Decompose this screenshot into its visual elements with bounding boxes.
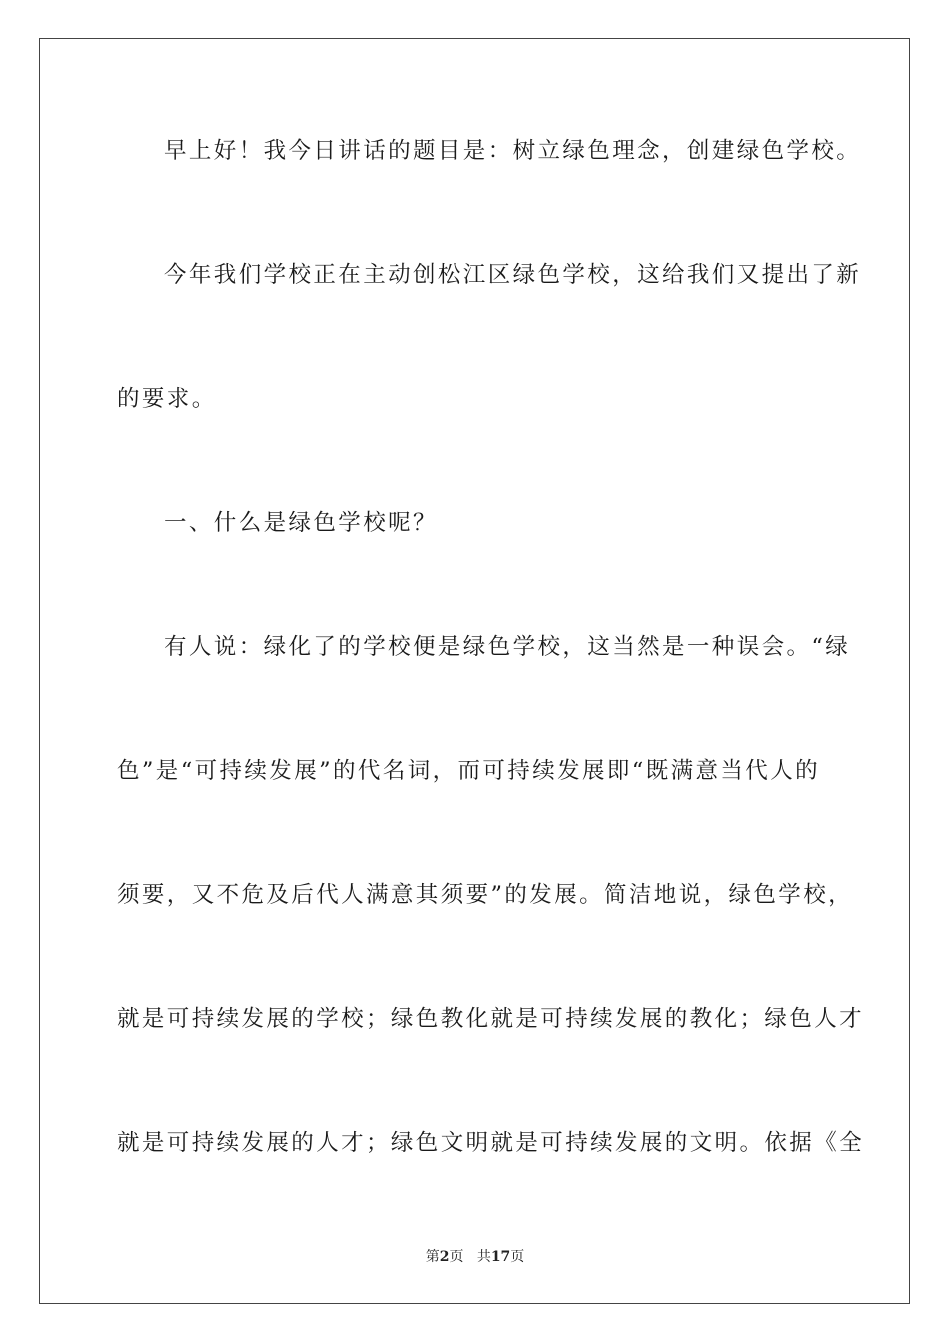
paragraph-line-6: 色”是“可持续发展”的代名词，而可持续发展即“既满意当代人的	[117, 758, 821, 784]
page-footer	[0, 1246, 950, 1266]
document-body	[117, 131, 865, 1247]
page-suffix: 页	[449, 1249, 464, 1265]
total-suffix: 页	[510, 1249, 525, 1265]
paragraph-line-8: 就是可持续发展的学校；绿色教化就是可持续发展的教化；绿色人才	[117, 1006, 865, 1032]
paragraph-line-1: 早上好！我今日讲话的题目是：树立绿色理念，创建绿色学校。	[164, 138, 862, 164]
paragraph-line-2: 今年我们学校正在主动创松江区绿色学校，这给我们又提出了新	[164, 262, 862, 288]
total-page-count: 17	[490, 1249, 511, 1265]
current-page-number: 2	[439, 1249, 450, 1265]
paragraph-line-5: 有人说：绿化了的学校便是绿色学校，这当然是一种误会。“绿	[164, 634, 851, 660]
section-heading: 一、什么是绿色学校呢？	[164, 510, 438, 536]
total-prefix: 共	[476, 1249, 491, 1265]
paragraph-line-7: 须要，又不危及后代人满意其须要”的发展。简洁地说，绿色学校，	[117, 882, 854, 908]
page-prefix: 第	[425, 1249, 440, 1265]
paragraph-line-9: 就是可持续发展的人才；绿色文明就是可持续发展的文明。依据《全	[117, 1130, 865, 1156]
paragraph-line-3: 的要求。	[117, 386, 217, 412]
